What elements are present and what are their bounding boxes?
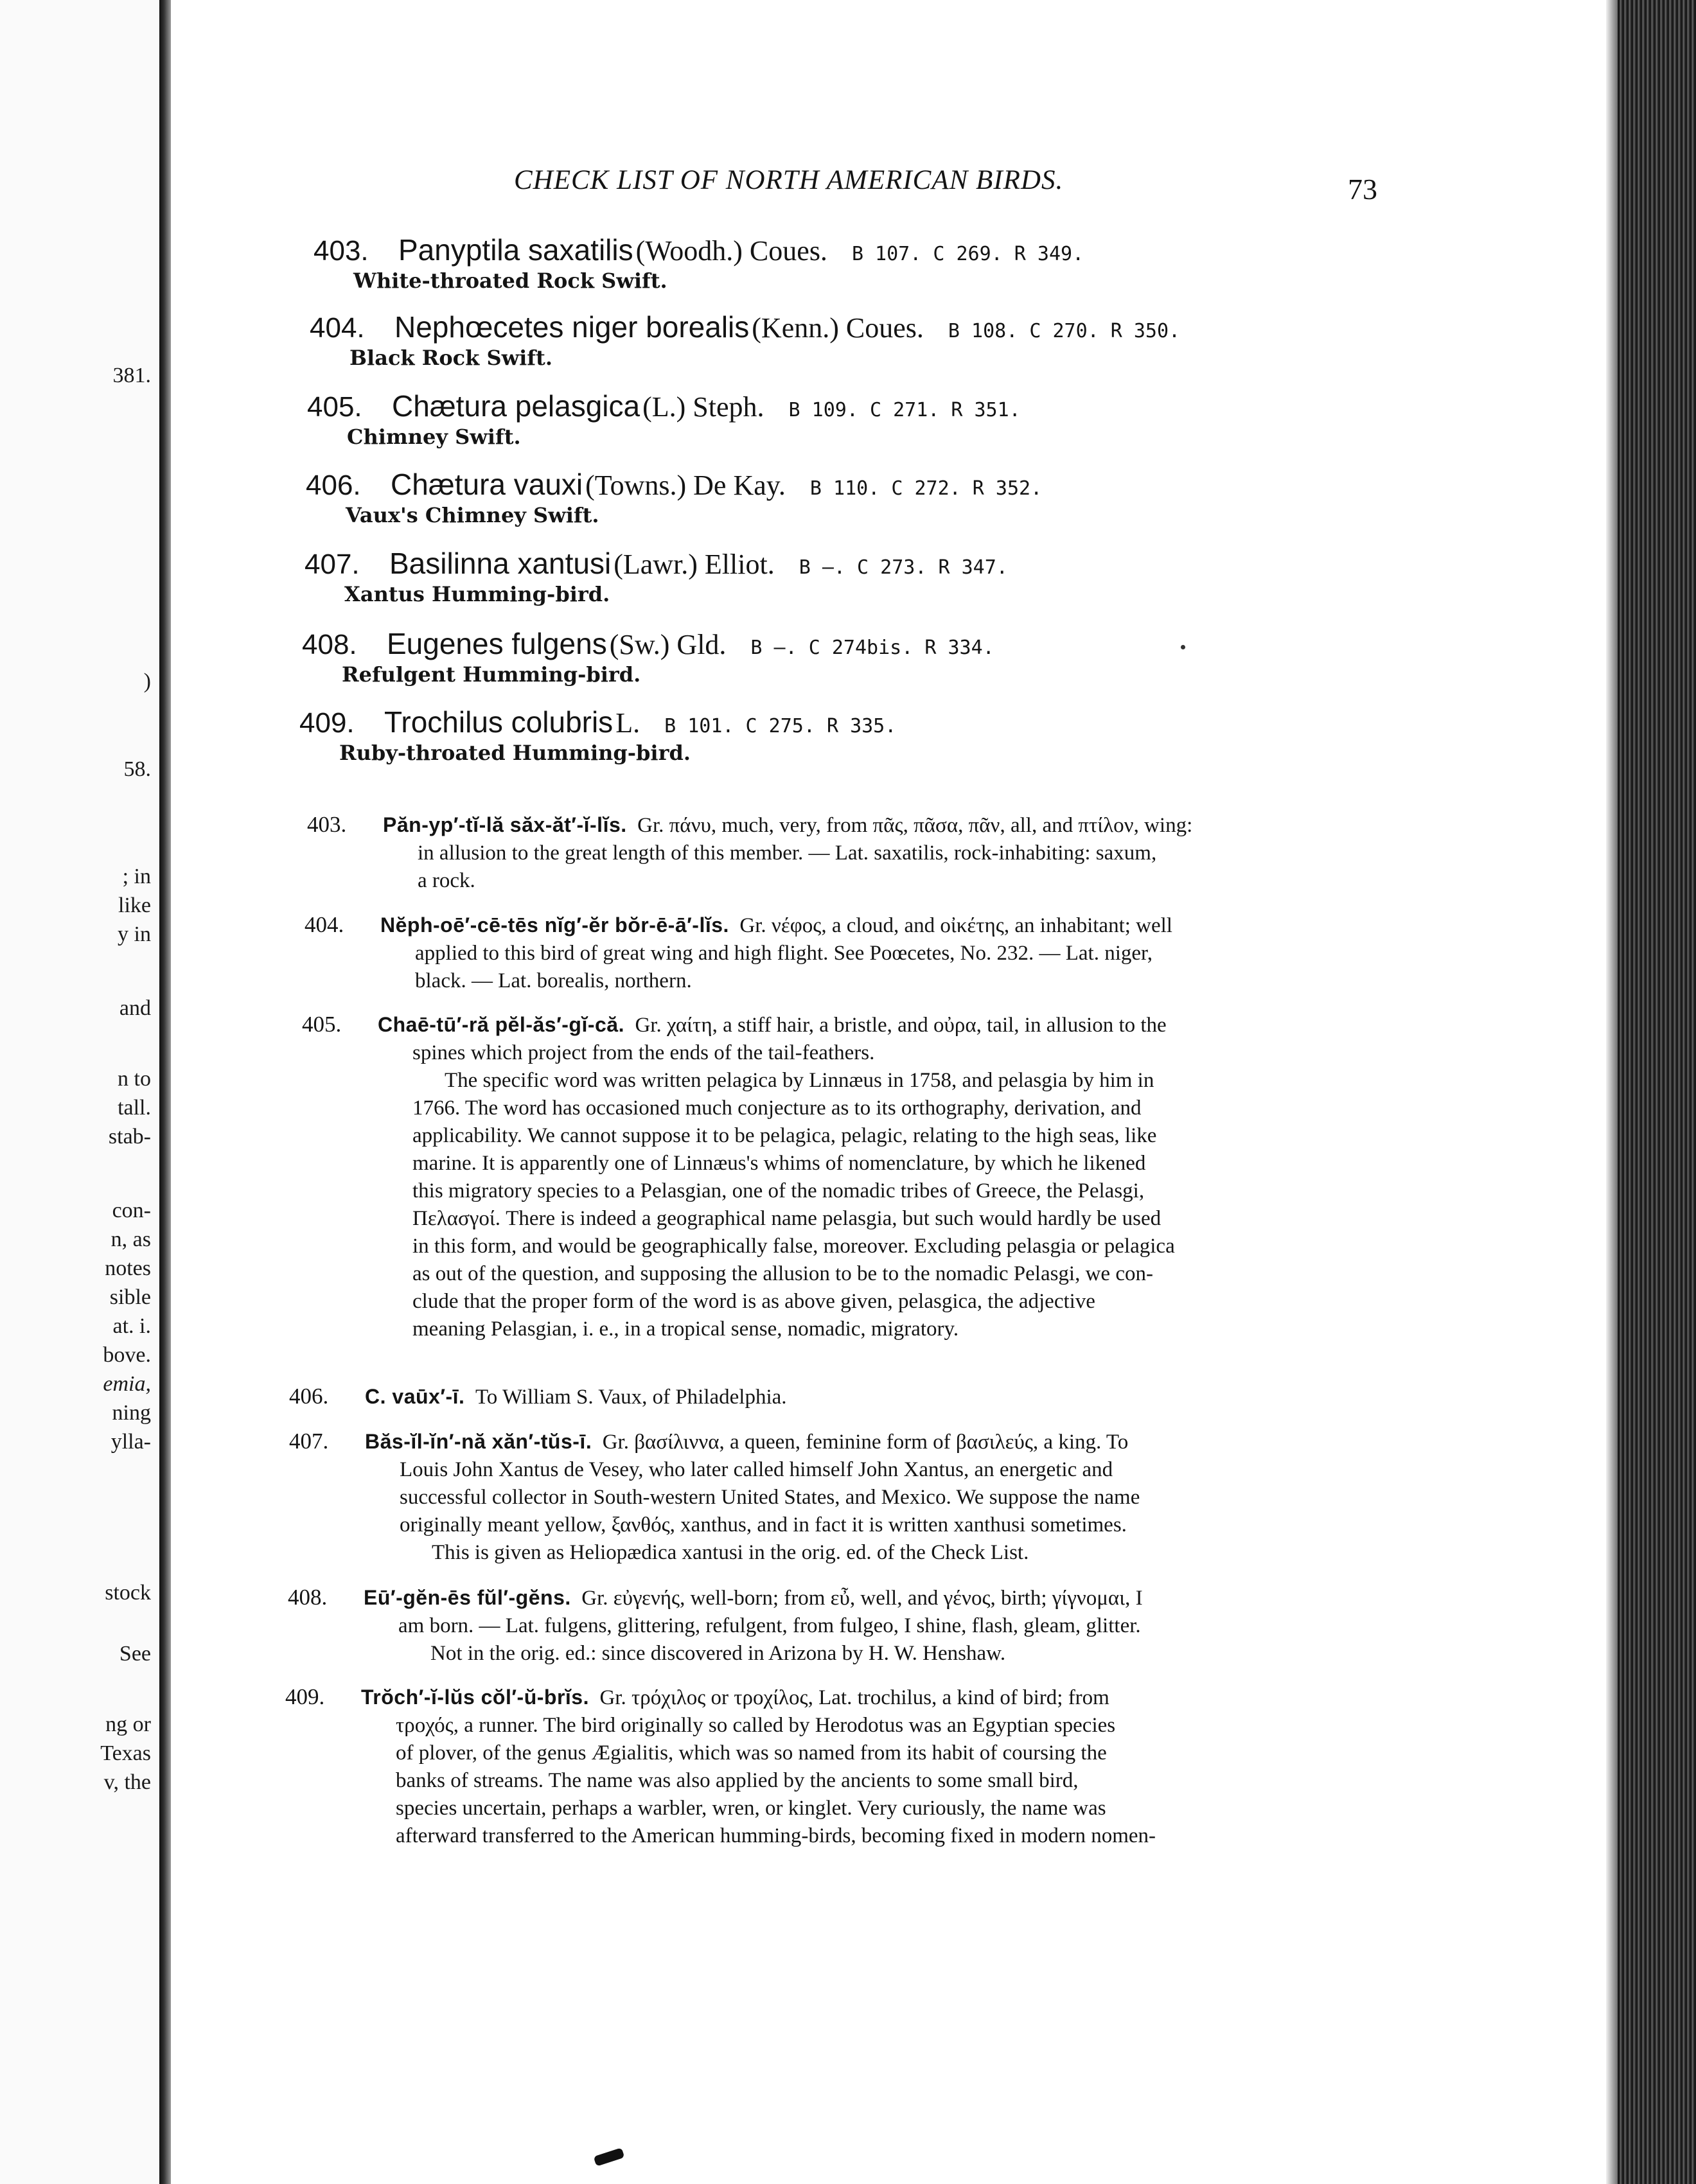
left-fragment: ning — [112, 1401, 151, 1425]
checklist-entry — [302, 626, 994, 687]
etymology-paragraph — [305, 911, 1172, 995]
etymology-line: Gr. εὐγενής, well-born; from εὖ, well, and γένος, birth; γίγνομαι, I — [581, 1587, 1143, 1610]
entry-number: 406. — [306, 470, 361, 501]
pronunciation: C. vaūx′-ī. — [365, 1385, 465, 1408]
references: B 101. C 275. R 335. — [664, 715, 897, 737]
authority: (Lawr.) Elliot. — [614, 549, 775, 580]
etymology-line: Πελασγοί. There is indeed a geographical name pelasgia, but such would hardly be used — [412, 1207, 1162, 1230]
left-fragment: ng or — [105, 1713, 151, 1736]
etymology-line: applied to this bird of great wing and high flight. See Poœcetes, No. 232. — Lat. niger, — [415, 942, 1153, 965]
etymology-number: 407. — [289, 1429, 329, 1454]
etymology-line: successful collector in South-western United States, and Mexico. We suppose the name — [400, 1486, 1140, 1509]
pronunciation: Nĕph-oē′-cē-tēs nĭg′-ĕr bŏr-ē-ā′-lĭs. — [380, 913, 729, 937]
authority: (L.) Steph. — [642, 391, 764, 423]
pronunciation: Păn-yp′-tĭ-lă săx-ăt′-ĭ-lĭs. — [383, 813, 627, 836]
pronunciation: Eū′-gĕn-ēs fŭl′-gĕns. — [364, 1586, 571, 1609]
authority: L. — [615, 707, 640, 739]
ink-speck — [1181, 645, 1185, 649]
left-fragment: n, as — [110, 1228, 151, 1251]
etymology-line: To William S. Vaux, of Philadelphia. — [475, 1386, 787, 1409]
etymology-paragraph — [289, 1382, 787, 1411]
checklist-entry — [310, 310, 1180, 370]
checklist-entry — [314, 233, 1084, 293]
etymology-number: 404. — [305, 912, 344, 937]
references: B 108. C 270. R 350. — [948, 320, 1181, 342]
etymology-paragraph — [285, 1683, 1156, 1850]
etymology-line: as out of the question, and supposing the allusion to be to the nomadic Pelasgi, we con- — [412, 1262, 1153, 1285]
left-fragment: sible — [109, 1285, 151, 1309]
left-fragment: 58. — [123, 757, 151, 781]
etymology-line: This is given as Heliopædica xantusi in the orig. ed. of the Check List. — [432, 1541, 1029, 1564]
etymology-number: 403. — [307, 812, 347, 837]
checklist-entry — [299, 705, 896, 765]
references: B 110. C 272. R 352. — [809, 477, 1043, 500]
left-fragment: See — [119, 1642, 151, 1666]
etymology-line: afterward transferred to the American humming-birds, becoming fixed in modern nomen- — [396, 1824, 1156, 1847]
authority: (Kenn.) Coues. — [752, 312, 924, 344]
left-fragment: ; in — [122, 865, 151, 888]
etymology-number: 409. — [285, 1684, 325, 1709]
left-fragment: emia, — [103, 1372, 151, 1396]
etymology-line: species uncertain, perhaps a warbler, wren, or kinglet. Very curiously, the name was — [396, 1797, 1106, 1820]
scan-mark — [594, 2147, 625, 2166]
common-name: White-throated Rock Swift. — [353, 269, 667, 293]
left-fragment: like — [118, 894, 151, 917]
etymology-line: in this form, and would be geographically false, moreover. Excluding pelasgia or pelagica — [412, 1235, 1175, 1258]
left-fragment: Texas — [100, 1741, 151, 1765]
left-page-strip — [0, 0, 161, 2184]
left-fragment: 381. — [112, 364, 151, 387]
references: B 109. C 271. R 351. — [788, 399, 1021, 421]
entry-number: 403. — [314, 235, 369, 267]
checklist-entry — [306, 467, 1042, 527]
etymology-line: this migratory species to a Pelasgian, one of the nomadic tribes of Greece, the Pelasgi, — [412, 1179, 1145, 1202]
left-fragment: ylla- — [110, 1430, 151, 1454]
references: B 107. C 269. R 349. — [851, 243, 1084, 265]
left-fragment: stock — [105, 1581, 151, 1605]
etymology-line: Gr. πάνυ, much, very, from πᾶς, πᾶσα, πᾶν, all, and πτίλον, wing: — [637, 814, 1193, 837]
left-fragment: and — [119, 996, 151, 1020]
etymology-line: Louis John Xantus de Vesey, who later called himself John Xantus, an energetic and — [400, 1458, 1113, 1481]
pronunciation: Trŏch′-ĭ-lŭs cŏl′-ŭ-brĭs. — [361, 1686, 589, 1709]
etymology-line: marine. It is apparently one of Linnæus's whims of nomenclature, by which he likened — [412, 1152, 1146, 1175]
etymology-line: Gr. χαίτη, a stiff hair, a bristle, and οὐρα, tail, in allusion to the — [635, 1014, 1167, 1037]
etymology-number: 408. — [288, 1585, 328, 1610]
etymology-line: spines which project from the ends of the tail-feathers. — [412, 1041, 875, 1064]
left-fragment: bove. — [103, 1343, 151, 1367]
entry-number: 407. — [305, 549, 360, 580]
etymology-line: Gr. βασίλιννα, a queen, feminine form of βασιλεύς, a king. To — [602, 1431, 1129, 1454]
scientific-name: Chætura vauxi — [391, 468, 583, 501]
left-fragment: notes — [105, 1256, 151, 1280]
etymology-line: clude that the proper form of the word is as above given, pelasgica, the adjective — [412, 1290, 1095, 1313]
common-name: Black Rock Swift. — [349, 346, 552, 370]
checklist-entry — [307, 389, 1021, 449]
etymology-paragraph — [289, 1427, 1140, 1567]
etymology-line: τροχός, a runner. The bird originally so called by Herodotus was an Egyptian species — [396, 1714, 1116, 1737]
left-fragment: stab- — [108, 1125, 151, 1149]
authority: (Towns.) De Kay. — [585, 470, 786, 501]
common-name: Ruby-throated Humming-bird. — [339, 741, 691, 765]
etymology-line: am born. — Lat. fulgens, glittering, refulgent, from fulgeo, I shine, flash, gleam, glitter. — [398, 1614, 1141, 1637]
page-stack-edge — [1618, 0, 1696, 2184]
checklist-entry — [305, 546, 1008, 606]
left-fragment: con- — [112, 1199, 151, 1222]
scientific-name: Chætura pelasgica — [392, 389, 640, 423]
scientific-name: Nephœcetes niger borealis — [394, 310, 750, 344]
etymology-line: originally meant yellow, ξανθός, xanthus, and in fact it is written xanthusi sometimes. — [400, 1513, 1127, 1537]
scientific-name: Basilinna xantusi — [389, 547, 612, 580]
etymology-line: applicability. We cannot suppose it to be pelagica, pelagic, relating to the high seas, like — [412, 1124, 1157, 1147]
etymology-line: banks of streams. The name was also applied by the ancients to some small bird, — [396, 1769, 1079, 1792]
authority: (Woodh.) Coues. — [635, 235, 827, 267]
references: B —. C 274bis. R 334. — [750, 637, 994, 659]
pronunciation: Chaē-tū′-ră pĕl-ăs′-gĭ-că. — [378, 1013, 624, 1036]
left-fragment: tall. — [118, 1096, 151, 1120]
references: B —. C 273. R 347. — [799, 556, 1008, 579]
pronunciation: Băs-ĭl-ĭn′-nă xăn′-tŭs-ī. — [365, 1430, 592, 1453]
common-name: Chimney Swift. — [347, 425, 521, 449]
entry-number: 404. — [310, 312, 365, 344]
etymology-paragraph — [302, 1010, 1175, 1343]
common-name: Xantus Humming-bird. — [344, 582, 610, 606]
etymology-number: 405. — [302, 1012, 342, 1037]
etymology-number: 406. — [289, 1384, 329, 1409]
etymology-line: in allusion to the great length of this member. — Lat. saxatilis, rock-inhabiting: saxum, — [418, 841, 1157, 865]
left-fragment: ) — [143, 669, 151, 693]
left-fragment: at. i. — [112, 1314, 151, 1338]
left-fragment: v, the — [103, 1770, 151, 1794]
scientific-name: Panyptila saxatilis — [398, 233, 633, 267]
scientific-name: Trochilus colubris — [384, 705, 614, 739]
common-name: Vaux's Chimney Swift. — [346, 503, 599, 527]
scientific-name: Eugenes fulgens — [387, 627, 607, 660]
etymology-line: Not in the orig. ed.: since discovered in Arizona by H. W. Henshaw. — [430, 1642, 1006, 1665]
etymology-line: The specific word was written pelagica by Linnæus in 1758, and pelasgia by him in — [445, 1069, 1154, 1092]
etymology-line: Gr. τρόχιλος or τροχίλος, Lat. trochilus, a kind of bird; from — [599, 1686, 1109, 1709]
etymology-line: black. — Lat. borealis, northern. — [415, 969, 692, 992]
authority: (Sw.) Gld. — [609, 629, 727, 660]
etymology-paragraph — [307, 811, 1192, 895]
left-fragment: y in — [118, 922, 151, 946]
entry-number: 408. — [302, 629, 357, 660]
etymology-line: 1766. The word has occasioned much conjecture as to its orthography, derivation, and — [412, 1096, 1142, 1120]
etymology-line: Gr. νέφος, a cloud, and οἰκέτης, an inhabitant; well — [739, 914, 1172, 937]
book-gutter — [159, 0, 171, 2184]
etymology-line: of plover, of the genus Ægialitis, which was so named from its habit of coursing the — [396, 1741, 1107, 1765]
etymology-line: a rock. — [418, 869, 475, 892]
entry-number: 409. — [299, 707, 355, 739]
left-fragment: n to — [118, 1067, 151, 1091]
running-header: CHECK LIST OF NORTH AMERICAN BIRDS. — [514, 165, 1064, 195]
etymology-line: meaning Pelasgian, i. e., in a tropical sense, nomadic, migratory. — [412, 1317, 959, 1341]
common-name: Refulgent Humming-bird. — [342, 662, 641, 687]
entry-number: 405. — [307, 391, 362, 423]
page-number: 73 — [1348, 173, 1377, 206]
etymology-paragraph — [288, 1583, 1143, 1668]
